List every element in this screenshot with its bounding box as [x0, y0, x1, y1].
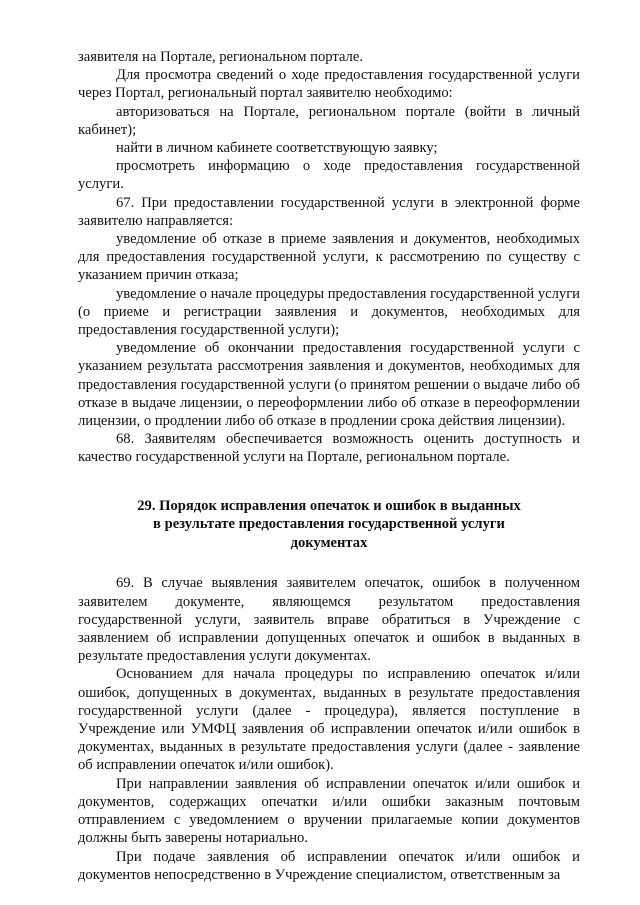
- paragraph-continuation: заявителя на Портале, региональном портале.: [78, 49, 363, 65]
- heading-line: документах: [290, 534, 368, 551]
- paragraph-authorize: авторизоваться на Портале, региональном портале (войти в личный кабинет);: [78, 103, 580, 138]
- paragraph-67: 67. При предоставлении государственной услуги в электронной форме заявителю направляется:: [78, 194, 580, 229]
- paragraph-find-application: найти в личном кабинете соответствующую заявку;: [116, 140, 438, 157]
- paragraph-portal-view-info: Для просмотра сведений о ходе предоставления государственной услуги через Портал, региональный портал заявителю необходимо:: [78, 67, 580, 102]
- paragraph-direct-submission: При подаче заявления об исправлении опечаток и/или ошибок и документов непосредственно в Учреждение специалистом, ответственным за: [78, 848, 580, 883]
- paragraph-postal-submission: При направлении заявления об исправлении опечаток и/или ошибок и документов, содержащих опечатки и/или ошибки заказным почтовым отправлением с уведомлением о вручении прилагаемые копии документов должны быть заверены нотариально.: [78, 775, 580, 847]
- paragraph-notice-refusal: уведомление об отказе в приеме заявления и документов, необходимых для предоставления государственной услуги, к рассмотрению по существу с указанием причин отказа;: [78, 231, 580, 284]
- paragraph-view-progress: просмотреть информацию о ходе предоставления государственной услуги.: [78, 158, 580, 193]
- section-heading-29: [78, 497, 580, 553]
- paragraph-notice-end: уведомление об окончании предоставления государственной услуги с указанием результата рассмотрения заявления и документов, необходимых для предоставления государственной услуги (о принятом решении о выдаче либо об отказе в выдаче лицензии, о переоформлении либо об отказе в переоформлении лицензии, о продлении либо об отказе в продлении срока действия лицензии).: [78, 340, 580, 430]
- paragraph-notice-start: уведомление о начале процедуры предоставления государственной услуги (о приеме и регистрации заявления и документов, необходимых для предоставления государственной услуги);: [78, 285, 580, 339]
- paragraph-procedure-basis: Основанием для начала процедуры по исправлению опечаток и/или ошибок, допущенных в документах, выданных в результате предоставления государственной услуги (далее - процедура), является поступление в Учреждение или УМФЦ заявления об исправлении опечаток и/или ошибок в документах, выданных в результате предоставления услуги (далее - заявление об исправлении опечаток и/или ошибок).: [78, 666, 580, 774]
- heading-line: 29. Порядок исправления опечаток и ошибок в выданных: [137, 497, 521, 514]
- paragraph-69: 69. В случае выявления заявителем опечаток, ошибок в полученном заявителем документе, являющемся результатом предоставления государственной услуги, заявитель вправе обратиться в Учреждение с заявлением об исправлении допущенных опечаток и ошибок в выданных в результате предоставления услуги документах.: [78, 575, 580, 665]
- paragraph-68: 68. Заявителям обеспечивается возможность оценить доступность и качество государственной услуги на Портале, региональном портале.: [78, 431, 580, 466]
- heading-line: в результате предоставления государственной услуги: [153, 516, 505, 533]
